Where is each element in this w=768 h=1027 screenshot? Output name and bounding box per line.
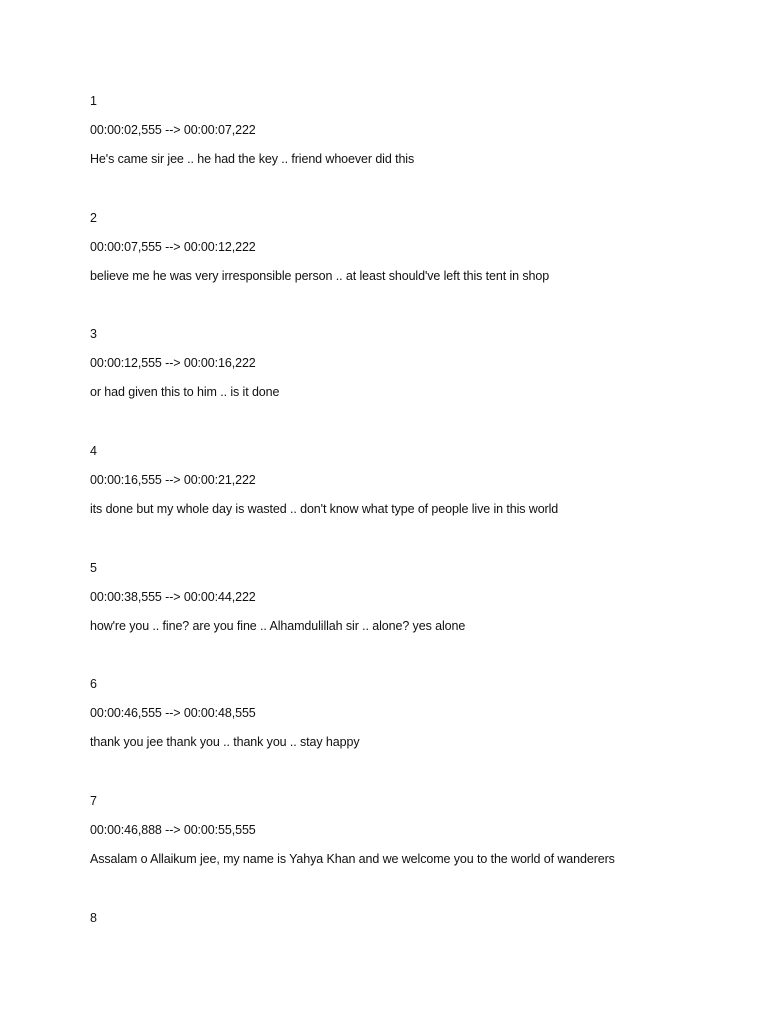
cue-text: or had given this to him .. is it done xyxy=(90,385,280,400)
subtitle-list xyxy=(90,93,730,1027)
cue-number: 7 xyxy=(90,794,97,809)
cue-text: its done but my whole day is wasted .. don't know what type of people live in this world xyxy=(90,502,559,517)
cue-text: how're you .. fine? are you fine .. Alhamdulillah sir .. alone? yes alone xyxy=(90,618,466,633)
subtitle-cue xyxy=(90,676,730,793)
subtitle-cue xyxy=(90,910,730,1027)
subtitle-cue xyxy=(90,443,730,560)
subtitle-cue xyxy=(90,210,730,327)
cue-number: 6 xyxy=(90,677,97,692)
cue-number: 1 xyxy=(90,94,97,108)
cue-timecode: 00:00:46,888 --> 00:00:55,555 xyxy=(90,823,256,838)
cue-number: 4 xyxy=(90,444,97,459)
cue-number: 3 xyxy=(90,327,97,342)
cue-number: 2 xyxy=(90,210,97,225)
cue-text: Assalam o Allaikum jee, my name is Yahya Khan and we welcome you to the world of wanderers xyxy=(90,852,615,867)
subtitle-cue xyxy=(90,93,730,210)
subtitle-cue xyxy=(90,560,730,677)
subtitle-cue xyxy=(90,793,730,910)
cue-timecode: 00:00:16,555 --> 00:00:21,222 xyxy=(90,473,256,488)
subtitle-cue xyxy=(90,326,730,443)
cue-timecode: 00:00:12,555 --> 00:00:16,222 xyxy=(90,356,256,371)
cue-timecode: 00:00:02,555 --> 00:00:07,222 xyxy=(90,123,256,137)
cue-timecode: 00:00:07,555 --> 00:00:12,222 xyxy=(90,239,256,254)
cue-text: He's came sir jee .. he had the key .. friend whoever did this xyxy=(90,152,415,166)
cue-number: 8 xyxy=(90,910,97,925)
cue-number: 5 xyxy=(90,560,97,575)
cue-text: believe me he was very irresponsible person .. at least should've left this tent in shop xyxy=(90,268,550,283)
cue-timecode: 00:00:38,555 --> 00:00:44,222 xyxy=(90,589,256,604)
cue-timecode: 00:00:46,555 --> 00:00:48,555 xyxy=(90,706,256,721)
cue-text: thank you jee thank you .. thank you .. stay happy xyxy=(90,735,360,750)
